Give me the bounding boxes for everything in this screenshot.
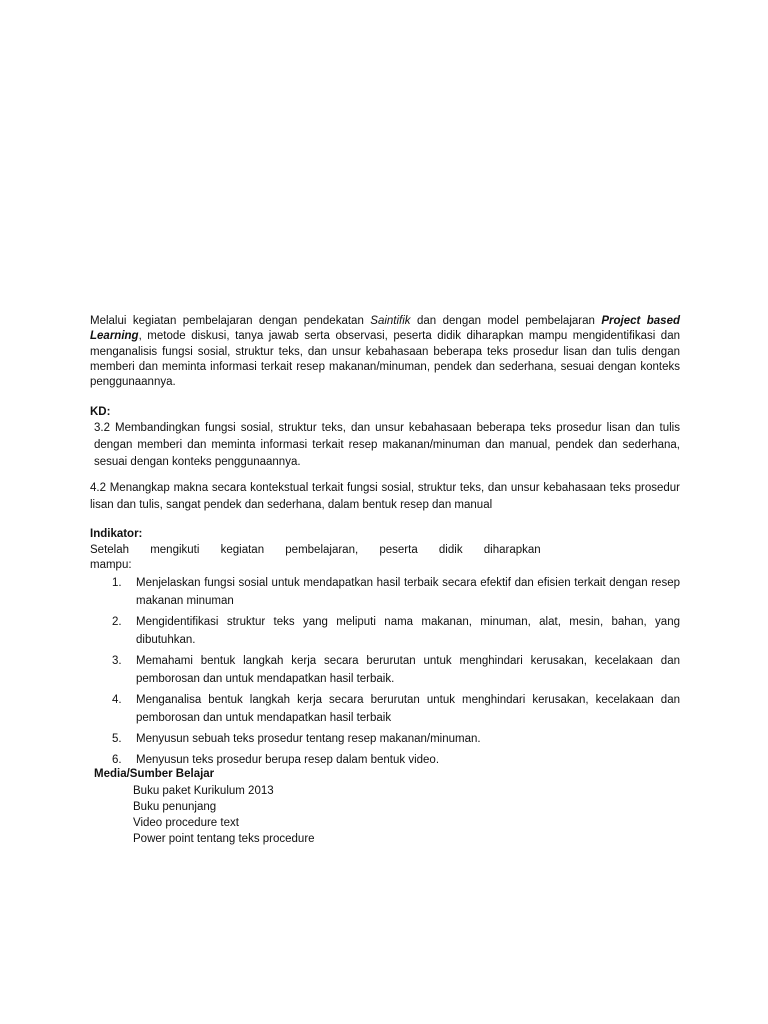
media-item-text: Video procedure text bbox=[133, 817, 239, 829]
indikator-item-text: Menjelaskan fungsi sosial untuk mendapatkan hasil terbaik secara efektif dan efisien terkait dengan resep makanan minuman bbox=[136, 577, 680, 607]
indikator-item-number: 2. bbox=[112, 616, 122, 628]
media-item-text: Buku penunjang bbox=[133, 801, 217, 813]
indikator-intro bbox=[90, 543, 680, 574]
indikator-list bbox=[112, 574, 680, 772]
indikator-intro-line1: Setelah mengikuti kegiatan pembelajaran, peserta didik diharapkan bbox=[90, 544, 541, 556]
indikator-item-text: Menyusun sebuah teks prosedur tentang resep makanan/minuman. bbox=[136, 733, 481, 745]
kd-4-2-text: 4.2 Menangkap makna secara kontekstual terkait fungsi sosial, struktur teks, dan unsur kebahasaan teks prosedur lisan dan tulis, sangat pendek dan sederhana, dalam bentuk resep dan manual bbox=[90, 482, 680, 511]
indikator-item bbox=[112, 574, 680, 610]
indikator-item-text: Menganalisa bentuk langkah kerja secara berurutan untuk menghindari kerusakan, kecelakaan dan pemborosan dan untuk mendapatkan hasil terbaik bbox=[136, 694, 680, 724]
indikator-item bbox=[112, 613, 680, 649]
media-item bbox=[115, 783, 315, 799]
indikator-item-number: 5. bbox=[112, 733, 122, 745]
indikator-item-text: Mengidentifikasi struktur teks yang meliputi nama makanan, minuman, alat, mesin, bahan, yang dibutuhkan. bbox=[136, 616, 680, 646]
indikator-item bbox=[112, 730, 680, 748]
media-list bbox=[115, 783, 315, 847]
intro-text-b: dan dengan model pembelajaran bbox=[410, 315, 602, 327]
indikator-heading: Indikator: bbox=[90, 528, 143, 540]
indikator-intro-line2: mampu: bbox=[90, 559, 132, 572]
indikator-item bbox=[112, 691, 680, 727]
intro-paragraph bbox=[90, 314, 680, 390]
intro-text-a: Melalui kegiatan pembelajaran dengan pendekatan bbox=[90, 315, 371, 327]
media-item bbox=[115, 815, 315, 831]
kd-heading: KD: bbox=[90, 406, 111, 418]
media-item-text: Buku paket Kurikulum 2013 bbox=[133, 785, 274, 797]
pbl-term: Project based Learning bbox=[90, 315, 680, 343]
kd-4-2 bbox=[90, 480, 680, 514]
media-heading: Media/Sumber Belajar bbox=[94, 768, 215, 780]
media-item bbox=[115, 799, 315, 815]
kd-3-2 bbox=[94, 420, 680, 471]
kd-3-2-text: 3.2 Membandingkan fungsi sosial, struktur teks, dan unsur kebahasaan beberapa teks prosedur lisan dan tulis dengan memberi dan meminta informasi terkait resep makanan/minuman dan manual, pendek dan sederhana, sesuai dengan konteks penggunaannya. bbox=[94, 422, 680, 468]
indikator-item-number: 6. bbox=[112, 754, 122, 766]
media-item-text: Power point tentang teks procedure bbox=[133, 833, 315, 845]
media-item bbox=[115, 831, 315, 847]
indikator-item-text: Memahami bentuk langkah kerja secara berurutan untuk menghindari kerusakan, kecelakaan dan pemborosan dan untuk mendapatkan hasil terbaik. bbox=[136, 655, 680, 685]
indikator-item-number: 4. bbox=[112, 694, 122, 706]
indikator-item-text: Menyusun teks prosedur berupa resep dalam bentuk video. bbox=[136, 754, 440, 766]
indikator-item bbox=[112, 652, 680, 688]
indikator-item-number: 1. bbox=[112, 577, 122, 589]
intro-text-c: , metode diskusi, tanya jawab serta observasi, peserta didik diharapkan mampu mengidentifikasi dan menganalisis fungsi sosial, struktur teks, dan unsur kebahasaan beberapa teks prosedur lisan dan tulis dengan memberi dan meminta informasi terkait resep makanan/minuman, pendek dan sederhana, sesuai dengan konteks penggunaannya. bbox=[90, 330, 680, 389]
saintifik-term: Saintifik bbox=[370, 315, 411, 327]
indikator-item-number: 3. bbox=[112, 655, 122, 667]
